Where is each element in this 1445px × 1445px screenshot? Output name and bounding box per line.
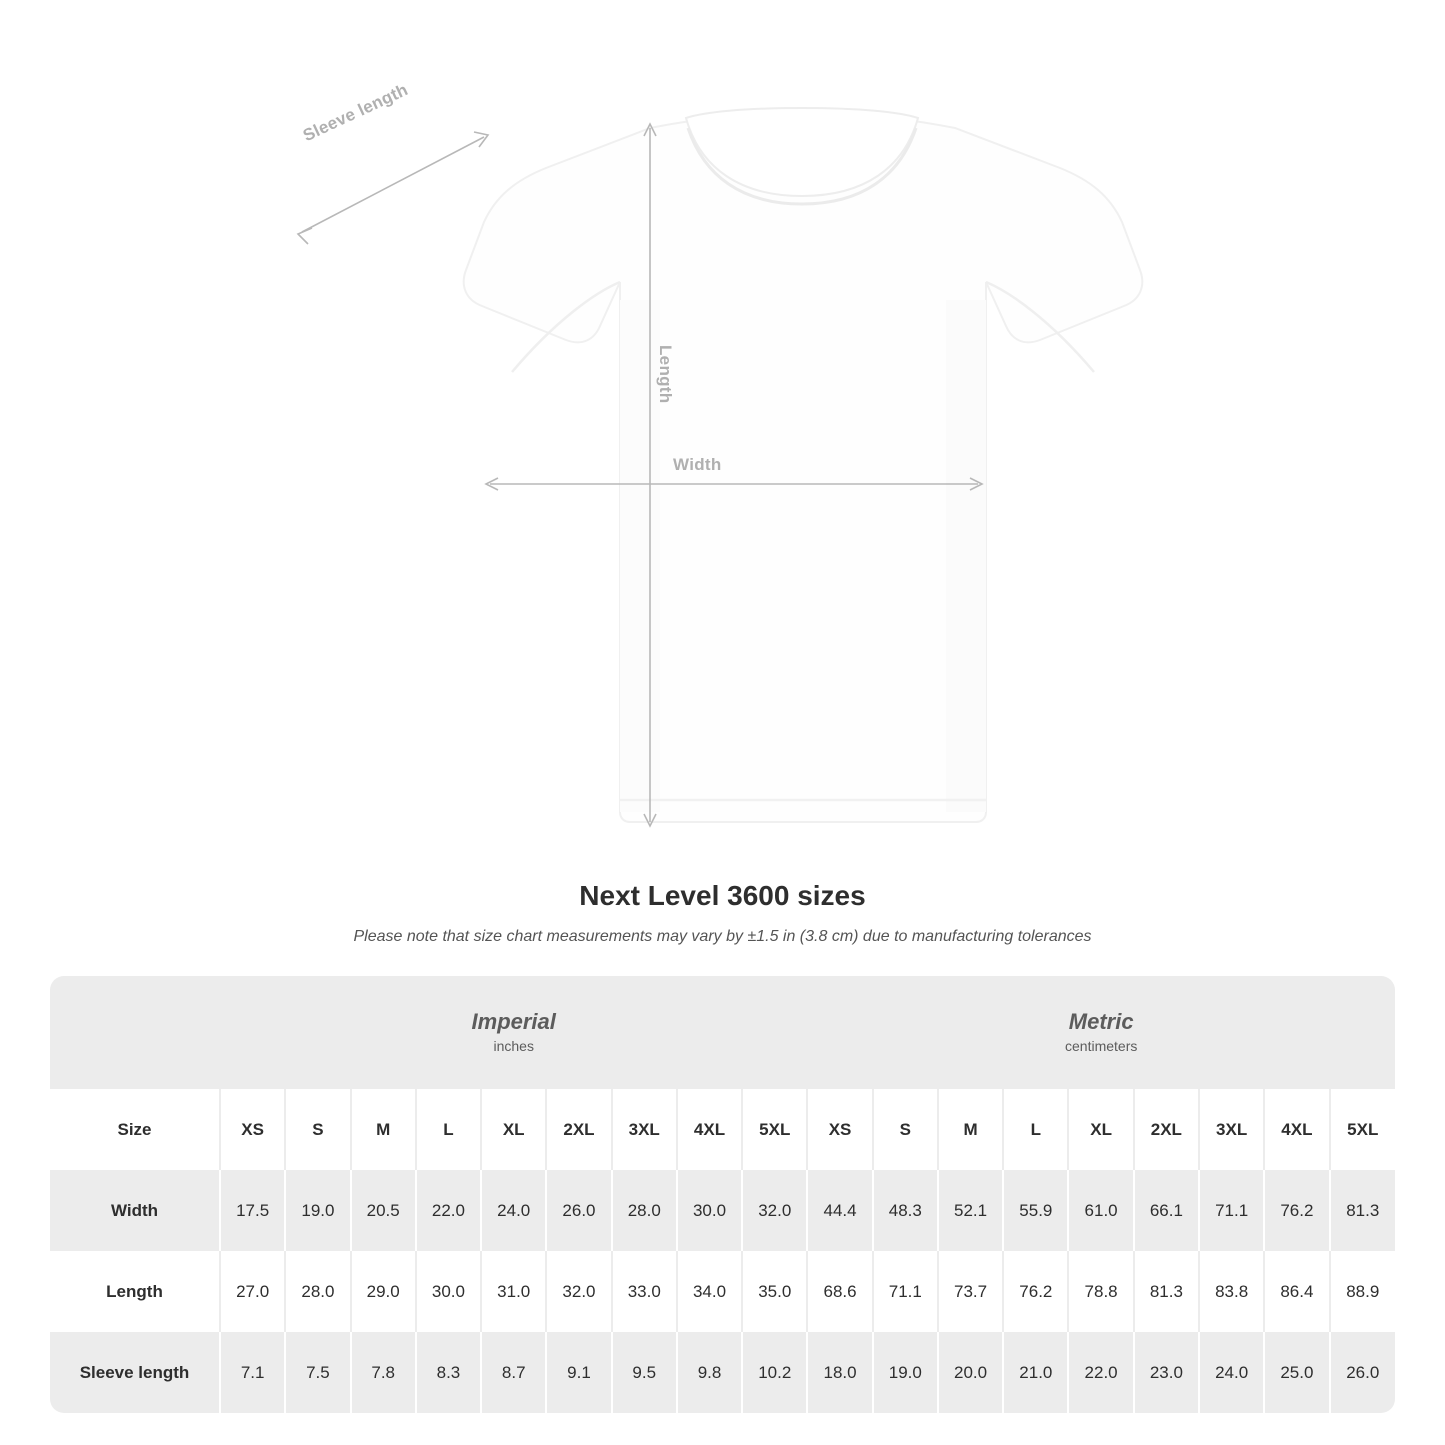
cell-sleeve-9: 18.0 <box>807 1332 872 1413</box>
cell-length-6: 33.0 <box>612 1251 677 1332</box>
cell-width-8: 32.0 <box>742 1170 807 1251</box>
imperial-group-header <box>220 976 807 1089</box>
cell-length-8: 35.0 <box>742 1251 807 1332</box>
cell-width-9: 44.4 <box>807 1170 872 1251</box>
length-label: Length <box>656 345 675 404</box>
imperial-title: Imperial <box>471 1008 556 1034</box>
col-header-3xl-imperial: 3XL <box>612 1089 677 1170</box>
col-header-s-metric: S <box>873 1089 938 1170</box>
cell-length-1: 28.0 <box>285 1251 350 1332</box>
col-header-l-imperial: L <box>416 1089 481 1170</box>
cell-sleeve-11: 20.0 <box>938 1332 1003 1413</box>
col-header-xl-metric: XL <box>1068 1089 1133 1170</box>
cell-sleeve-4: 8.7 <box>481 1332 546 1413</box>
col-header-5xl-imperial: 5XL <box>742 1089 807 1170</box>
col-header-4xl-imperial: 4XL <box>677 1089 742 1170</box>
cell-sleeve-1: 7.5 <box>285 1332 350 1413</box>
page-title: Next Level 3600 sizes <box>579 880 866 911</box>
cell-width-11: 52.1 <box>938 1170 1003 1251</box>
cell-sleeve-16: 25.0 <box>1264 1332 1329 1413</box>
cell-width-4: 24.0 <box>481 1170 546 1251</box>
size-header-row <box>50 1089 1395 1170</box>
col-header-5xl-metric: 5XL <box>1330 1089 1395 1170</box>
cell-width-16: 76.2 <box>1264 1170 1329 1251</box>
col-header-2xl-metric: 2XL <box>1134 1089 1199 1170</box>
width-label: Width <box>673 455 722 474</box>
imperial-subtitle: inches <box>493 1038 534 1055</box>
cell-width-13: 61.0 <box>1068 1170 1133 1251</box>
tolerance-note: Please note that size chart measurements may vary by ±1.5 in (3.8 cm) due to manufacturing tolerances <box>353 928 1092 945</box>
cell-length-15: 83.8 <box>1199 1251 1264 1332</box>
size-table-wrapper <box>50 976 1395 1413</box>
cell-length-11: 73.7 <box>938 1251 1003 1332</box>
cell-length-0: 27.0 <box>220 1251 285 1332</box>
col-header-xs-imperial: XS <box>220 1089 285 1170</box>
table-row-width <box>50 1170 1395 1251</box>
cell-width-3: 22.0 <box>416 1170 481 1251</box>
cell-length-13: 78.8 <box>1068 1251 1133 1332</box>
cell-width-12: 55.9 <box>1003 1170 1068 1251</box>
cell-sleeve-17: 26.0 <box>1330 1332 1395 1413</box>
cell-length-5: 32.0 <box>546 1251 611 1332</box>
col-header-m-imperial: M <box>351 1089 416 1170</box>
cell-sleeve-13: 22.0 <box>1068 1332 1133 1413</box>
tshirt-shape <box>464 108 1143 822</box>
cell-length-16: 86.4 <box>1264 1251 1329 1332</box>
cell-length-2: 29.0 <box>351 1251 416 1332</box>
cell-sleeve-8: 10.2 <box>742 1332 807 1413</box>
size-table <box>50 976 1395 1413</box>
cell-sleeve-14: 23.0 <box>1134 1332 1199 1413</box>
sleeve-length-label: Sleeve length <box>300 80 411 146</box>
cell-length-10: 71.1 <box>873 1251 938 1332</box>
col-header-2xl-imperial: 2XL <box>546 1089 611 1170</box>
cell-width-0: 17.5 <box>220 1170 285 1251</box>
cell-sleeve-3: 8.3 <box>416 1332 481 1413</box>
col-header-m-metric: M <box>938 1089 1003 1170</box>
cell-length-3: 30.0 <box>416 1251 481 1332</box>
metric-group-header <box>807 976 1395 1089</box>
cell-width-5: 26.0 <box>546 1170 611 1251</box>
cell-width-14: 66.1 <box>1134 1170 1199 1251</box>
cell-sleeve-5: 9.1 <box>546 1332 611 1413</box>
cell-width-7: 30.0 <box>677 1170 742 1251</box>
metric-subtitle: centimeters <box>1065 1038 1138 1055</box>
unit-header-row <box>50 976 1395 1089</box>
size-row-label: Size <box>117 1119 152 1139</box>
col-header-3xl-metric: 3XL <box>1199 1089 1264 1170</box>
cell-length-14: 81.3 <box>1134 1251 1199 1332</box>
cell-width-10: 48.3 <box>873 1170 938 1251</box>
col-header-s-imperial: S <box>285 1089 350 1170</box>
cell-sleeve-7: 9.8 <box>677 1332 742 1413</box>
unit-header-spacer <box>50 976 220 1089</box>
cell-length-12: 76.2 <box>1003 1251 1068 1332</box>
metric-title: Metric <box>1068 1008 1134 1034</box>
cell-sleeve-2: 7.8 <box>351 1332 416 1413</box>
cell-width-6: 28.0 <box>612 1170 677 1251</box>
row-label-width: Width <box>110 1200 159 1220</box>
cell-length-17: 88.9 <box>1330 1251 1395 1332</box>
col-header-l-metric: L <box>1003 1089 1068 1170</box>
cell-sleeve-12: 21.0 <box>1003 1332 1068 1413</box>
cell-sleeve-0: 7.1 <box>220 1332 285 1413</box>
table-row-length <box>50 1251 1395 1332</box>
cell-width-15: 71.1 <box>1199 1170 1264 1251</box>
cell-sleeve-10: 19.0 <box>873 1332 938 1413</box>
cell-width-1: 19.0 <box>285 1170 350 1251</box>
cell-sleeve-15: 24.0 <box>1199 1332 1264 1413</box>
cell-length-9: 68.6 <box>807 1251 872 1332</box>
row-label-length: Length <box>106 1281 163 1301</box>
cell-length-4: 31.0 <box>481 1251 546 1332</box>
cell-length-7: 34.0 <box>677 1251 742 1332</box>
cell-width-2: 20.5 <box>351 1170 416 1251</box>
row-label-sleeve-length: Sleeve length <box>79 1362 190 1382</box>
cell-width-17: 81.3 <box>1330 1170 1395 1251</box>
col-header-xs-metric: XS <box>807 1089 872 1170</box>
col-header-xl-imperial: XL <box>481 1089 546 1170</box>
table-row-sleeve-length <box>50 1332 1395 1413</box>
cell-sleeve-6: 9.5 <box>612 1332 677 1413</box>
col-header-4xl-metric: 4XL <box>1264 1089 1329 1170</box>
